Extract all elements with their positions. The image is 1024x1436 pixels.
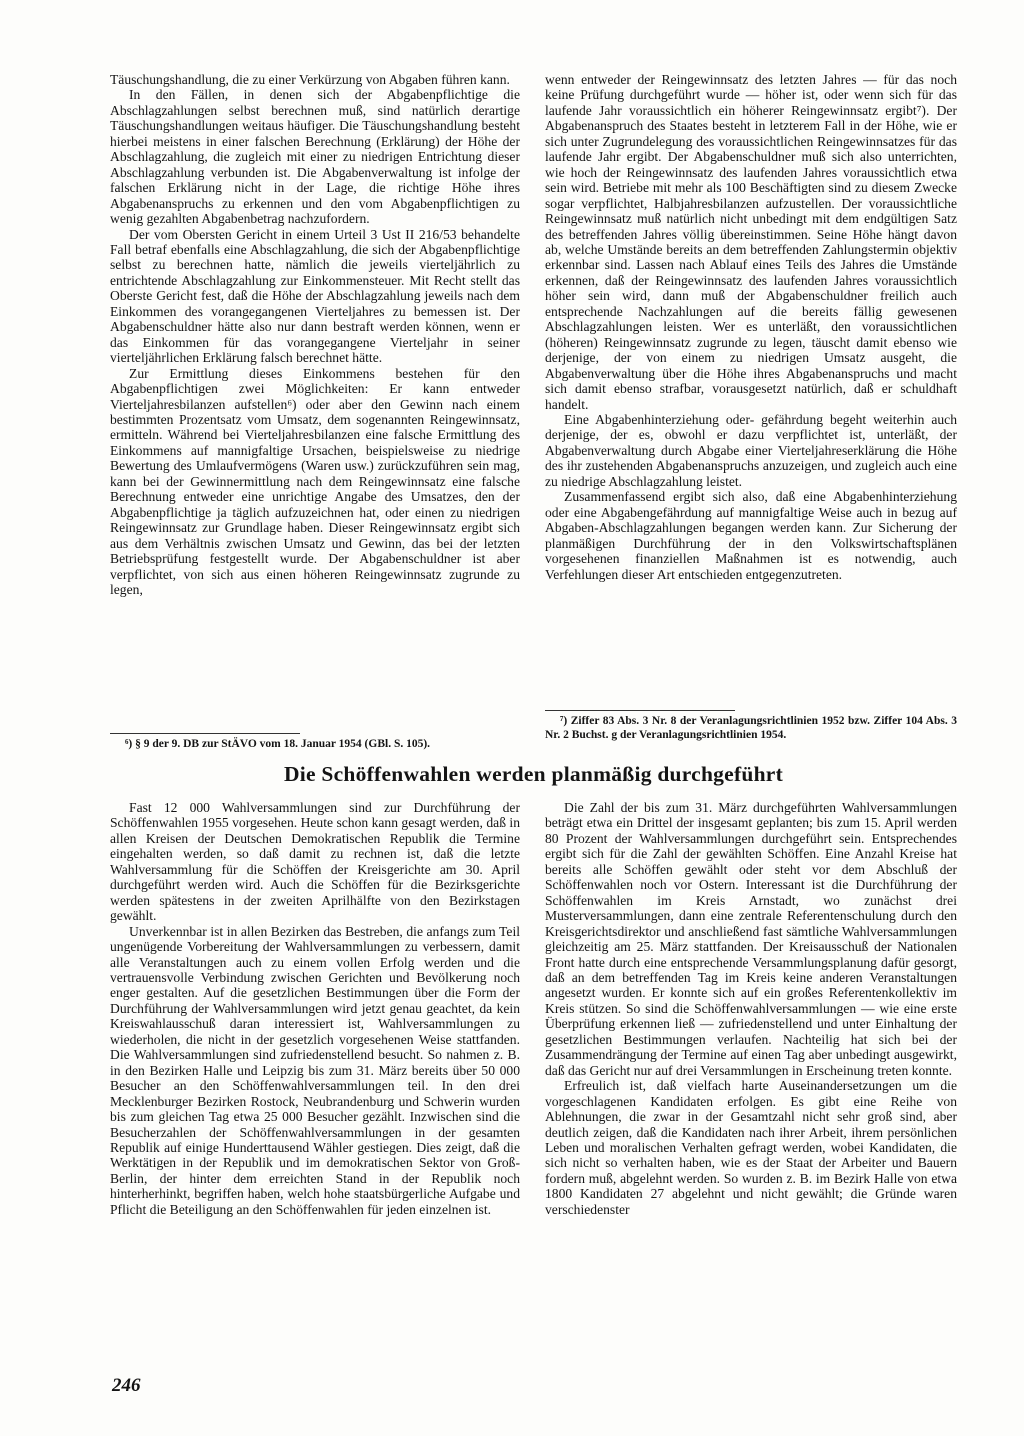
paragraph: In den Fällen, in denen sich der Abgabenpflichtige die Abschlagzahlungen selbst berechnen muß, sind natürlich derartige Täuschungshandlungen weitaus häufiger. Die Täuschungshandlung besteht hierbei meistens in einer falschen Berechnung (Erklärung) der Höhe der Abschlagzahlung, die zugleich mit einer zu niedrigen Entrichtung dieser Abschlagzahlung verbunden ist. Die Abgabenverwaltung ist infolge der falschen Erklärung nicht in der Lage, die richtige Höhe ihres Abgabenanspruchs zu erkennen und den vom Abgabenpflichtigen zu wenig gezahlten Abgabenbetrag nachzufordern. — [110, 87, 520, 227]
paragraph: Der vom Obersten Gericht in einem Urteil 3 Ust II 216/53 behandelte Fall betraf ebenfalls eine Abschlagzahlung, die sich der Abgabenpflichtige selbst zu berechnen hatte, nämlich die jeweils vierteljährlich zu entrichtende Abschlagzahlung zur Einkommensteuer. Mit Recht stellt das Oberste Gericht fest, daß die Höhe der Abschlagzahlung jeweils nach dem Einkommen des vorangegangenen Vierteljahres zu bemessen ist. Der Abgabenschuldner hätte also nur dann bestraft werden können, wenn er das Einkommen für das vorangegangene Vierteljahr in seiner vierteljährlichen Erklärung falsch berechnet hätte. — [110, 226, 520, 366]
paragraph: wenn entweder der Reingewinnsatz des letzten Jahres — für das noch keine Prüfung durchgeführt wurde — höher ist, oder wenn sich für das laufende Jahr voraussichtlich ein höherer Reingewinnsatz ergibt⁷). Der Abgabenanspruch des Staates besteht in letzterem Fall in der Höhe, wie er sich unter Zugrundelegung des voraussichtlichen Reingewinnsatzes für das laufende Jahr ergibt. Der Abgabenschuldner muß sich also unterrichten, wie hoch der Reingewinnsatz des laufenden Jahres voraussichtlich etwa sein wird. Betriebe mit mehr als 100 Beschäftigten sind zu diesem Zwecke sogar verpflichtet, Halbjahresbilanzen aufzustellen. Der voraussichtliche Reingewinnsatz muß natürlich nicht unbedingt mit dem endgültigen Satz des betreffenden Jahres völlig übereinstimmen. Seine Höhe hängt davon ab, welche Umstände bereits an dem betreffenden Zahlungstermin objektiv erkennbar sind. Lassen nach Ablauf eines Teils des Jahres die Umstände erkennen, daß der Reingewinnsatz des laufenden Jahres voraussichtlich höher sein wird, dann muß der Abgabenschuldner freilich auch entsprechende Nachzahlungen auf die bereits fällig gewesenen Abschlagzahlungen leisten. Wer es unterläßt, den voraussichtlichen (höheren) Reingewinnsatz zugrunde zu legen, täuscht damit ebenso wie derjenige, der von einem zu niedrigen Umsatz ausgeht, die Abgabenverwaltung über die Höhe ihres Abgabenanspruchs und macht sich damit ebenso strafbar, vorausgesetzt natürlich, daß er schuldhaft handelt. — [545, 72, 957, 412]
paragraph: Eine Abgabenhinterziehung oder- gefährdung begeht weiterhin auch derjenige, der es, obwohl er dazu verpflichtet ist, unterläßt, der Abgabenverwaltung durch Abgabe einer Vierteljahreserklärung die Höhe des ihr zustehenden Abgabenanspruchs anzuzeigen, und zugleich auch eine zu niedrige Abschlagzahlung leistet. — [545, 411, 957, 489]
footnote-6 — [110, 737, 520, 751]
article-column-top-right — [545, 72, 957, 707]
paragraph: Zusammenfassend ergibt sich also, daß eine Abgabenhinterziehung oder eine Abgabengefährdung auf mannigfaltige Weise auch in bezug auf Abgaben-Abschlagzahlungen begangen werden kann. Zur Sicherung der planmäßigen Durchführung der in den Volkswirtschaftsplänen vorgesehenen finanziellen Maßnahmen ist es notwendig, auch Verfehlungen dieser Art entschieden entgegenzutreten. — [545, 489, 957, 582]
paragraph: Zur Ermittlung dieses Einkommens bestehen für den Abgabenpflichtigen zwei Möglichkeiten: Er kann entweder Vierteljahresbilanzen aufstellen⁶) oder aber den Gewinn nach einem bestimmten Prozentsatz vom Umsatz, dem sogenannten Reingewinnsatz, ermitteln. Während bei Vierteljahresbilanzen eine falsche Ermittlung des Einkommens auf mannigfaltige Ursachen, beispielsweise zu niedrige Bewertung des Umlaufvermögens (Waren usw.) zurückzuführen sein mag, kann bei der Gewinnermittlung nach dem Reingewinnsatz eine falsche Berechnung entweder eine unrichtige Angabe des Umsatzes, den der Abgabenpflichtige ja täglich aufzuzeichnen hat, oder einen zu niedrigen Reingewinnsatz zur Grundlage haben. Dieser Reingewinnsatz ergibt sich aus dem Verhältnis zwischen Umsatz und Gewinn, das bei der letzten Betriebsprüfung festgestellt wurde. Der Abgabenschuldner ist aber verpflichtet, von sich aus einen höheren Reingewinnsatz zugrunde zu legen, — [110, 365, 520, 597]
paragraph: Die Zahl der bis zum 31. März durchgeführten Wahlversammlungen beträgt etwa ein Drittel der insgesamt geplanten; bis zum 15. April werden 80 Prozent der Wahlversammlungen durchgeführt sein. Entsprechendes ergibt sich für die Zahl der gewählten Schöffen. Eine Anzahl Kreise hat bereits alle Schöffen gewählt oder steht vor dem Abschluß der Schöffenwahlen noch vor Ostern. Interessant ist die Durchführung der Schöffenwahlen im Kreis Arnstadt, wo zunächst drei Musterversammlungen, dann eine zentrale Referentenschulung durch den Kreisgerichtsdirektor und anschließend fast sämtliche Wahlversammlungen gleichzeitig am 25. März stattfanden. Der Kreisausschuß der Nationalen Front hatte durch eine entsprechende Versammlungsplanung dafür gesorgt, daß an dem betreffenden Tag im Kreis keine anderen Veranstaltungen angesetzt wurden. Er konnte sich auf ein großes Referentenkollektiv im Kreis stützen. So sind die Schöffenwahlversammlungen — wie eine erste Überprüfung erkennen ließ — zufriedenstellend und unter Einhaltung der gesetzlichen Bestimmungen verlaufen. Nachteilig hat sich bei der Zusammendrängung der Termine auf einen Tag aber unbedingt ausgewirkt, daß das Gericht nur auf drei Versammlungen in Erscheinung treten konnte. — [545, 800, 957, 1078]
footnote-divider — [545, 710, 735, 711]
article-column-bottom-right — [545, 800, 957, 1362]
paragraph: Unverkennbar ist in allen Bezirken das Bestreben, die anfangs zum Teil ungenügende Vorbereitung der Wahlversammlungen zu verbessern, damit alle Veranstaltungen auch zu einem vollen Erfolg werden und die vertrauensvolle Verbindung zwischen Gerichten und Bevölkerung noch enger gestalten. Auf die gesetzlichen Bestimmungen über die Form der Durchführung der Wahlversammlungen wird jetzt genau geachtet, da kein Kreiswahlausschuß daran interessiert ist, Wahlversammlungen zu wiederholen, die nicht in der gesetzlich vorgesehenen Weise stattfanden. Die Wahlversammlungen sind zufriedenstellend besucht. So nahmen z. B. in den Bezirken Halle und Leipzig bis zum 31. März bereits über 50 000 Besucher an den Schöffenwahlversammlungen teil. In den drei Mecklenburger Bezirken Rostock, Neubrandenburg und Schwerin wurden bis zum gleichen Tag etwa 25 000 Besucher gezählt. Inzwischen sind die Besucherzahlen der Schöffenwahlversammlungen in der gesamten Republik auf einige Hunderttausend Wähler gestiegen. Dies zeigt, daß die Werktätigen in der Republik und im demokratischen Sektor von Groß-Berlin, der hinter dem erreichten Stand in der Republik noch hinterherhinkt, begriffen haben, welch hohe staatsbürgerliche Aufgabe und Pflicht die Beteiligung an den Schöffenwahlen für jeden einzelnen ist. — [110, 923, 520, 1217]
article-column-bottom-left — [110, 800, 520, 1362]
footnote-text: ⁶) § 9 der 9. DB zur StÄVO vom 18. Januar 1954 (GBl. S. 105). — [124, 738, 431, 750]
paragraph: Erfreulich ist, daß vielfach harte Auseinandersetzungen um die vorgeschlagenen Kandidaten erfolgen. Es gibt eine Reihe von Ablehnungen, die zwar in der Gesamtzahl nicht sehr groß sind, aber deutlich zeigen, daß die Kandidaten nach ihrer Arbeit, ihrem persönlichen Leben und moralischen Verhalten gefragt werden, wobei Kandidaten, die sich nicht so verhalten haben, wie es der Staat der Arbeiter und Bauern fordern muß, abgelehnt werden. So wurden z. B. im Bezirk Halle von etwa 1800 Kandidaten 27 abgelehnt und nicht gewählt; die Gründe waren verschiedenster — [545, 1078, 957, 1217]
footnote-7 — [545, 714, 957, 742]
footnote-divider — [110, 733, 300, 734]
footnote-text: ⁷) Ziffer 83 Abs. 3 Nr. 8 der Veranlagungsrichtlinien 1952 bzw. Ziffer 104 Abs. 3 Nr. 2 Buchst. g der Veranlagungsrichtlinien 1954. — [545, 715, 957, 741]
article-headline: Die Schöffenwahlen werden planmäßig durchgeführt — [284, 762, 783, 786]
article-column-top-left — [110, 72, 520, 730]
page-number: 246 — [112, 1375, 141, 1396]
paragraph: Täuschungshandlung, die zu einer Verkürzung von Abgaben führen kann. — [110, 72, 510, 87]
paragraph: Fast 12 000 Wahlversammlungen sind zur Durchführung der Schöffenwahlen 1955 vorgesehen. Heute schon kann gesagt werden, daß in allen Kreisen der Deutschen Demokratischen Republik die Termine eingehalten werden, so daß damit zu rechnen ist, daß die letzte Wahlversammlung für die Schöffen der Kreisgerichte am 30. April durchgeführt werden wird. Auch die Schöffen für die Bezirksgerichte werden spätestens in der zweiten Aprilhälfte von den Bezirkstagen gewählt. — [110, 800, 520, 924]
